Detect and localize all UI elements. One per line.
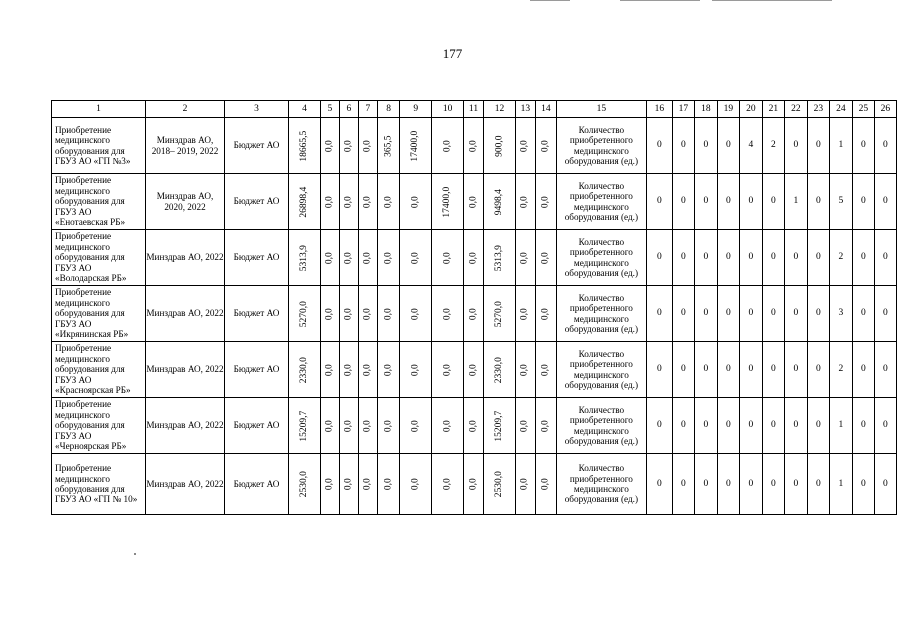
target-value-cell: 0: [672, 174, 694, 230]
indicator-cell: Количество приобретенного медицинского оборудования (ед.): [556, 454, 646, 515]
target-value-cell: 0: [762, 174, 784, 230]
funding-value: 17400,0: [442, 186, 453, 218]
funding-value-cell: [339, 454, 358, 515]
funding-value-cell: [358, 342, 377, 398]
target-value-cell: 0: [807, 230, 829, 286]
funding-value-cell: [289, 454, 321, 515]
funding-value: 0,0: [324, 364, 335, 376]
funding-value-cell: [464, 342, 484, 398]
funding-value-cell: [358, 118, 377, 174]
funding-value-cell: [289, 118, 321, 174]
column-number: 1: [52, 101, 146, 118]
column-number: 8: [377, 101, 399, 118]
funding-value-cell: [320, 342, 339, 398]
funding-value-cell: [289, 174, 321, 230]
table-row: [52, 398, 897, 454]
column-number: 10: [432, 101, 464, 118]
target-value-cell: 1: [829, 398, 852, 454]
funding-value: 0,0: [324, 478, 335, 491]
funding-value-cell: [484, 454, 516, 515]
funding-value: 15209,7: [494, 410, 505, 442]
funding-value: 18665,5: [299, 130, 310, 162]
funding-value-cell: [400, 398, 432, 454]
target-value-cell: 0: [646, 230, 672, 286]
funding-value: 15209,7: [299, 410, 310, 442]
funding-value-cell: [339, 118, 358, 174]
funding-value: 17400,0: [410, 130, 421, 162]
funding-value: 0,0: [468, 140, 479, 152]
funding-value-cell: [535, 342, 556, 398]
funding-value: 0,0: [540, 364, 551, 376]
column-number: 18: [694, 101, 717, 118]
customer-cell: Минздрав АО, 2020, 2022: [146, 174, 225, 230]
funding-value-cell: [464, 454, 484, 515]
funding-value: 0,0: [343, 308, 354, 320]
column-number: 19: [717, 101, 739, 118]
target-value-cell: 0: [694, 118, 717, 174]
funding-value-cell: [339, 398, 358, 454]
customer-cell: Минздрав АО, 2022: [146, 454, 225, 515]
target-value-cell: 0: [672, 342, 694, 398]
target-value-cell: 0: [874, 398, 896, 454]
column-number: 7: [358, 101, 377, 118]
target-value-cell: 0: [762, 342, 784, 398]
column-number: 23: [807, 101, 829, 118]
target-value-cell: 0: [694, 454, 717, 515]
funding-value-cell: [432, 286, 464, 342]
funding-value: 0,0: [468, 196, 479, 208]
funding-value-cell: [535, 454, 556, 515]
funding-value-cell: [432, 398, 464, 454]
target-value-cell: 0: [672, 286, 694, 342]
funding-value-cell: [535, 118, 556, 174]
target-value-cell: 0: [646, 286, 672, 342]
target-value-cell: 0: [694, 286, 717, 342]
funding-source-cell: Бюджет АО: [225, 230, 289, 286]
funding-value: 0,0: [324, 196, 335, 208]
funding-value: 0,0: [343, 140, 354, 152]
funding-value: 365,5: [383, 135, 394, 157]
funding-value: 0,0: [540, 420, 551, 432]
target-value-cell: 0: [717, 230, 739, 286]
target-value-cell: 0: [784, 118, 807, 174]
funding-value-cell: [377, 454, 399, 515]
funding-value: 2330,0: [299, 356, 310, 384]
target-value-cell: 0: [739, 454, 762, 515]
funding-value: 0,0: [520, 252, 531, 264]
funding-value-cell: [515, 286, 535, 342]
funding-value: 0,0: [362, 420, 373, 432]
funding-value-cell: [515, 342, 535, 398]
table-row: [52, 174, 897, 230]
target-value-cell: 0: [646, 118, 672, 174]
column-number: 13: [515, 101, 535, 118]
funding-value-cell: [464, 286, 484, 342]
target-value-cell: 0: [717, 174, 739, 230]
indicator-cell: Количество приобретенного медицинского оборудования (ед.): [556, 286, 646, 342]
column-number: 12: [484, 101, 516, 118]
funding-value: 0,0: [343, 420, 354, 432]
target-value-cell: 0: [646, 342, 672, 398]
target-value-cell: 0: [672, 398, 694, 454]
funding-value-cell: [377, 174, 399, 230]
top-edge-mark: [620, 0, 700, 1]
funding-value-cell: [358, 286, 377, 342]
funding-value: 0,0: [520, 420, 531, 432]
funding-value: 0,0: [383, 478, 394, 491]
funding-value-cell: [339, 286, 358, 342]
customer-cell: Минздрав АО, 2022: [146, 286, 225, 342]
funding-value-cell: [432, 342, 464, 398]
funding-value: 0,0: [410, 308, 421, 320]
funding-value-cell: [515, 174, 535, 230]
funding-value: 0,0: [442, 478, 453, 491]
target-value-cell: 2: [829, 230, 852, 286]
event-name-cell: Приобретение медицинского оборудования для ГБУЗ АО «ГП № 10»: [52, 454, 146, 515]
funding-value-cell: [484, 286, 516, 342]
funding-value-cell: [535, 398, 556, 454]
target-value-cell: 0: [852, 286, 874, 342]
column-number: 16: [646, 101, 672, 118]
column-number: 24: [829, 101, 852, 118]
target-value-cell: 0: [739, 174, 762, 230]
funding-value-cell: [320, 230, 339, 286]
funding-value: 0,0: [383, 420, 394, 432]
funding-value-cell: [535, 230, 556, 286]
funding-value: 0,0: [540, 196, 551, 208]
funding-value: 0,0: [362, 364, 373, 376]
target-value-cell: 0: [717, 342, 739, 398]
column-number: 6: [339, 101, 358, 118]
funding-value-cell: [484, 398, 516, 454]
funding-value-cell: [289, 286, 321, 342]
funding-value: 2530,0: [299, 471, 310, 498]
funding-value-cell: [515, 118, 535, 174]
target-value-cell: 0: [717, 398, 739, 454]
target-value-cell: 0: [874, 454, 896, 515]
target-value-cell: 0: [694, 342, 717, 398]
target-value-cell: 0: [874, 174, 896, 230]
funding-value: 0,0: [410, 478, 421, 491]
target-value-cell: 0: [717, 118, 739, 174]
funding-value: 0,0: [410, 252, 421, 264]
funding-value: 0,0: [468, 478, 479, 491]
target-value-cell: 0: [694, 174, 717, 230]
funding-value: 5313,9: [299, 244, 310, 272]
funding-value: 0,0: [540, 308, 551, 320]
funding-value: 0,0: [442, 308, 453, 320]
funding-value: 0,0: [468, 252, 479, 264]
column-number: 11: [464, 101, 484, 118]
table-row: [52, 286, 897, 342]
column-number: 20: [739, 101, 762, 118]
target-value-cell: 0: [672, 454, 694, 515]
target-value-cell: 0: [762, 230, 784, 286]
funding-value-cell: [432, 118, 464, 174]
target-value-cell: 0: [852, 398, 874, 454]
funding-value: 0,0: [540, 478, 551, 491]
page-number: 177: [442, 46, 463, 61]
funding-value: 0,0: [324, 140, 335, 152]
funding-value-cell: [464, 398, 484, 454]
funding-value: 0,0: [468, 308, 479, 320]
funding-value-cell: [515, 230, 535, 286]
customer-cell: Минздрав АО, 2022: [146, 398, 225, 454]
funding-value-cell: [320, 118, 339, 174]
column-number: 15: [556, 101, 646, 118]
target-value-cell: 1: [784, 174, 807, 230]
funding-value-cell: [377, 286, 399, 342]
funding-value-cell: [320, 174, 339, 230]
funding-value: 0,0: [520, 478, 531, 491]
funding-value-cell: [320, 398, 339, 454]
funding-source-cell: Бюджет АО: [225, 454, 289, 515]
indicator-cell: Количество приобретенного медицинского оборудования (ед.): [556, 118, 646, 174]
event-name-cell: Приобретение медицинского оборудования для ГБУЗ АО «Черноярская РБ»: [52, 398, 146, 454]
funding-value: 26898,4: [299, 186, 310, 218]
target-value-cell: 2: [762, 118, 784, 174]
funding-value-cell: [400, 342, 432, 398]
funding-value-cell: [289, 342, 321, 398]
funding-value-cell: [484, 230, 516, 286]
funding-value: 0,0: [468, 420, 479, 432]
funding-value-cell: [377, 342, 399, 398]
target-value-cell: 0: [874, 342, 896, 398]
funding-value-cell: [484, 342, 516, 398]
target-value-cell: 0: [672, 118, 694, 174]
funding-value-cell: [535, 174, 556, 230]
column-number: 22: [784, 101, 807, 118]
table-row: [52, 118, 897, 174]
funding-value-cell: [432, 174, 464, 230]
target-value-cell: 0: [807, 342, 829, 398]
column-number: 5: [320, 101, 339, 118]
target-value-cell: 0: [807, 454, 829, 515]
funding-value: 0,0: [362, 478, 373, 491]
target-value-cell: 0: [784, 398, 807, 454]
column-number: 25: [852, 101, 874, 118]
target-value-cell: 1: [829, 118, 852, 174]
funding-source-cell: Бюджет АО: [225, 342, 289, 398]
funding-value-cell: [515, 398, 535, 454]
funding-value-cell: [484, 118, 516, 174]
funding-source-cell: Бюджет АО: [225, 174, 289, 230]
funding-value-cell: [484, 174, 516, 230]
funding-value-cell: [400, 230, 432, 286]
column-number: 21: [762, 101, 784, 118]
funding-value: 5270,0: [494, 300, 505, 328]
target-value-cell: 0: [672, 230, 694, 286]
funding-value: 0,0: [362, 196, 373, 208]
target-value-cell: 0: [852, 454, 874, 515]
funding-value: 0,0: [410, 420, 421, 432]
target-value-cell: 1: [829, 454, 852, 515]
top-edge-mark: [712, 0, 832, 1]
funding-value-cell: [289, 398, 321, 454]
funding-value: 0,0: [383, 364, 394, 376]
event-name-cell: Приобретение медицинского оборудования для ГБУЗ АО «Икрянинская РБ»: [52, 286, 146, 342]
funding-value-cell: [377, 398, 399, 454]
target-value-cell: 0: [694, 230, 717, 286]
funding-value: 0,0: [362, 252, 373, 264]
customer-cell: Минздрав АО, 2022: [146, 230, 225, 286]
target-value-cell: 5: [829, 174, 852, 230]
funding-value: 0,0: [343, 364, 354, 376]
column-number-row: [52, 101, 897, 118]
funding-value-cell: [358, 454, 377, 515]
funding-value: 0,0: [343, 196, 354, 208]
funding-value-cell: [339, 230, 358, 286]
funding-source-cell: Бюджет АО: [225, 398, 289, 454]
indicator-cell: Количество приобретенного медицинского оборудования (ед.): [556, 342, 646, 398]
target-value-cell: 0: [762, 454, 784, 515]
funding-value: 0,0: [442, 420, 453, 432]
indicator-cell: Количество приобретенного медицинского оборудования (ед.): [556, 230, 646, 286]
target-value-cell: 0: [762, 286, 784, 342]
funding-value-cell: [400, 174, 432, 230]
target-value-cell: 0: [784, 454, 807, 515]
indicator-cell: Количество приобретенного медицинского оборудования (ед.): [556, 398, 646, 454]
funding-value: 0,0: [362, 140, 373, 152]
target-value-cell: 0: [852, 230, 874, 286]
target-value-cell: 0: [717, 454, 739, 515]
target-value-cell: 0: [874, 286, 896, 342]
target-value-cell: 0: [874, 230, 896, 286]
program-table: [51, 100, 897, 515]
funding-value: 0,0: [343, 478, 354, 491]
column-number: 9: [400, 101, 432, 118]
funding-value-cell: [339, 174, 358, 230]
top-edge-mark: [530, 0, 570, 1]
target-value-cell: 0: [646, 454, 672, 515]
funding-value: 0,0: [520, 308, 531, 320]
funding-value-cell: [377, 230, 399, 286]
funding-value: 900,0: [494, 135, 505, 157]
funding-value-cell: [358, 398, 377, 454]
funding-value: 5313,9: [494, 244, 505, 272]
funding-value: 0,0: [520, 364, 531, 376]
event-name-cell: Приобретение медицинского оборудования для ГБУЗ АО «Енотаевская РБ»: [52, 174, 146, 230]
funding-value: 0,0: [410, 364, 421, 376]
funding-value: 0,0: [520, 140, 531, 152]
target-value-cell: 0: [739, 286, 762, 342]
indicator-cell: Количество приобретенного медицинского оборудования (ед.): [556, 174, 646, 230]
funding-value: 0,0: [540, 252, 551, 264]
column-number: 26: [874, 101, 896, 118]
funding-value-cell: [400, 286, 432, 342]
column-number: 17: [672, 101, 694, 118]
funding-value-cell: [377, 118, 399, 174]
column-number: 14: [535, 101, 556, 118]
funding-value: 0,0: [324, 420, 335, 432]
funding-value: 0,0: [324, 308, 335, 320]
event-name-cell: Приобретение медицинского оборудования для ГБУЗ АО «Красноярская РБ»: [52, 342, 146, 398]
target-value-cell: 0: [739, 230, 762, 286]
column-number: 3: [225, 101, 289, 118]
funding-value: 0,0: [383, 252, 394, 264]
funding-value-cell: [464, 174, 484, 230]
event-name-cell: Приобретение медицинского оборудования для ГБУЗ АО «Володарская РБ»: [52, 230, 146, 286]
funding-value: 0,0: [383, 196, 394, 208]
target-value-cell: 0: [717, 286, 739, 342]
target-value-cell: 0: [784, 230, 807, 286]
funding-value-cell: [432, 454, 464, 515]
funding-value: 0,0: [540, 140, 551, 152]
target-value-cell: 0: [852, 118, 874, 174]
target-value-cell: 4: [739, 118, 762, 174]
funding-value: 0,0: [442, 140, 453, 152]
funding-value-cell: [464, 230, 484, 286]
funding-value-cell: [289, 230, 321, 286]
target-value-cell: 0: [739, 342, 762, 398]
target-value-cell: 0: [807, 118, 829, 174]
funding-source-cell: Бюджет АО: [225, 118, 289, 174]
table-row: [52, 454, 897, 515]
funding-value: 2530,0: [494, 471, 505, 498]
funding-value-cell: [358, 174, 377, 230]
target-value-cell: 0: [852, 342, 874, 398]
customer-cell: Минздрав АО, 2018– 2019, 2022: [146, 118, 225, 174]
column-number: 2: [146, 101, 225, 118]
funding-value: 0,0: [520, 196, 531, 208]
funding-value: 0,0: [343, 252, 354, 264]
funding-value-cell: [432, 230, 464, 286]
funding-value: 0,0: [410, 196, 421, 208]
target-value-cell: 0: [739, 398, 762, 454]
funding-value-cell: [358, 230, 377, 286]
funding-value: 0,0: [468, 364, 479, 376]
funding-value: 2330,0: [494, 356, 505, 384]
funding-value: 0,0: [442, 252, 453, 264]
funding-source-cell: Бюджет АО: [225, 286, 289, 342]
funding-value: 5270,0: [299, 300, 310, 328]
funding-value: 0,0: [383, 308, 394, 320]
target-value-cell: 0: [807, 398, 829, 454]
table-row: [52, 230, 897, 286]
target-value-cell: 0: [784, 342, 807, 398]
target-value-cell: 0: [807, 286, 829, 342]
funding-value-cell: [515, 454, 535, 515]
target-value-cell: 2: [829, 342, 852, 398]
target-value-cell: 0: [807, 174, 829, 230]
speck: [134, 553, 136, 555]
funding-value: 0,0: [442, 364, 453, 376]
target-value-cell: 0: [762, 398, 784, 454]
table-row: [52, 342, 897, 398]
target-value-cell: 0: [646, 174, 672, 230]
column-number: 4: [289, 101, 321, 118]
funding-value-cell: [464, 118, 484, 174]
target-value-cell: 0: [646, 398, 672, 454]
funding-value: 0,0: [362, 308, 373, 320]
funding-value-cell: [320, 454, 339, 515]
customer-cell: Минздрав АО, 2022: [146, 342, 225, 398]
target-value-cell: 0: [694, 398, 717, 454]
target-value-cell: 3: [829, 286, 852, 342]
funding-value-cell: [339, 342, 358, 398]
target-value-cell: 0: [852, 174, 874, 230]
target-value-cell: 0: [784, 286, 807, 342]
funding-value-cell: [400, 118, 432, 174]
event-name-cell: Приобретение медицинского оборудования для ГБУЗ АО «ГП №3»: [52, 118, 146, 174]
target-value-cell: 0: [874, 118, 896, 174]
funding-value-cell: [400, 454, 432, 515]
funding-value: 9498,4: [494, 188, 505, 216]
funding-value: 0,0: [324, 252, 335, 264]
funding-value-cell: [535, 286, 556, 342]
funding-value-cell: [320, 286, 339, 342]
